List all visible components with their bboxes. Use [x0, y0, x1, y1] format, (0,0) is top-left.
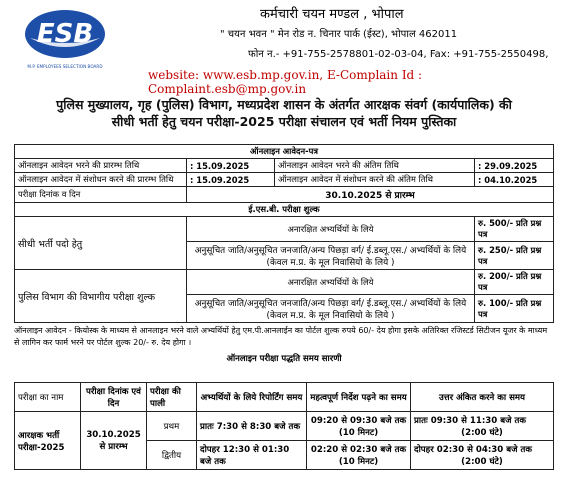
logo-text: ESB — [36, 19, 94, 49]
answer-second-note: (2:00 घंटे) — [461, 457, 503, 467]
table-header-row — [15, 383, 554, 412]
direct-unreserved-label: अनारक्षित अभ्यर्थियों के लिये — [187, 217, 475, 242]
shift-first: प्रथम — [147, 412, 197, 441]
fee-heading: ई.एस.बी. परीक्षा शुल्क — [15, 203, 554, 217]
departmental-fee-label: पुलिस विभाग की विभागीय परीक्षा शुल्क — [15, 270, 187, 323]
direct-reserved-label: अनुसूचित जाति/अनुसूचित जनजाति/अन्य पिछड़ा वर्ग/ ई.डब्लू.एस./ अभ्यर्थियों के लिये (केवल म.प्र. के मूल निवासियो के लिये ) — [187, 242, 475, 270]
end-label: ऑनलाइन आवेदन भरने की अंतिम तिथि — [275, 159, 475, 173]
instruction-first-note: (10 मिनट) — [338, 428, 379, 438]
dept-unreserved-label: अनारक्षित अभ्यर्थियों के लिये — [187, 270, 475, 295]
edit-end-label: ऑनलाइन आवेदन में संशोधन करने की अंतिम तिथि — [275, 173, 475, 187]
schedule-heading: ऑनलाइन परीक्षा पद्धति समय सारणी — [226, 354, 342, 364]
table-row — [15, 270, 554, 295]
document-title — [14, 96, 554, 130]
dept-unreserved-fee: रु. 200/- प्रति प्रश्न पत्र — [475, 270, 554, 295]
table-row — [15, 217, 554, 242]
table-row — [15, 412, 554, 441]
org-website[interactable]: website: www.esb.mp.gov.in, E-Complain Id : Complaint.esb@mp.gov.in — [148, 68, 423, 96]
table-row — [15, 173, 554, 187]
table-row — [15, 187, 554, 203]
instruction-first — [307, 412, 411, 441]
exam-date: 30.10.2025 से प्रारम्भ — [187, 187, 554, 203]
start-label: ऑनलाइन आवेदन भरने की प्रारम्भ तिथि — [15, 159, 187, 173]
instruction-second-note: (10 मिनट) — [338, 457, 379, 467]
schedule-exam-date: 30.10.2025 से प्रारम्भ — [81, 412, 147, 470]
end-date: : 29.09.2025 — [475, 159, 554, 173]
exam-label: परीक्षा दिनांक व दिन — [15, 187, 187, 203]
col-reporting: अभ्यर्थियों के लिये रिपोर्टिंग समय — [197, 383, 307, 412]
schedule-table — [14, 382, 554, 470]
direct-recruitment-label: सीधी भर्ती पदो हेतु — [15, 217, 187, 270]
portal-fee-note: ऑनलाइन आवेदन - कियोस्क के माध्यम से आनलाइन भरने वाले अभ्यर्थियों हेतु एम.पी.आनलाईन का पोर्टल शुल्क रुपये 60/- देय होगा इसके अतिरिक्त रजिस्टर्ड सिटीजन यूजर के माध्यम से लागिन कर फार्म भरने पर पोर्टल शुल्क 20/- रु. देय होगा । — [14, 326, 548, 347]
answer-second-time: दोपहर 02:30 से 04:30 बजे तक — [414, 445, 533, 455]
table-row — [15, 159, 554, 173]
dept-reserved-label: अनुसूचित जाति/अनुसूचित जनजाति/अन्य पिछड़ा वर्ग/ ई.डब्लू.एस./ अभ्यर्थियों के लिये (केवल म.प्र. के मूल निवासियो के लिये ) — [187, 295, 475, 323]
title-line-1: पुलिस मुख्यालय, गृह (पुलिस) विभाग, मध्यप्रदेश शासन के अंतर्गत आरक्षक संवर्ग (कार्यपालिक) की — [56, 97, 512, 112]
col-answer: उत्तर अंकित करने का समय — [411, 383, 554, 412]
org-address: " चयन भवन " मेन रोड न. चिनार पार्क (ईस्ट), भोपाल 462011 — [220, 29, 458, 40]
edit-end-date: : 04.10.2025 — [475, 173, 554, 187]
instruction-first-time: 09:20 से 09:30 बजे तक — [310, 416, 407, 426]
reporting-first: प्रातः 7:30 से 8:30 बजे तक — [197, 412, 307, 441]
dept-reserved-fee: रु. 100/- प्रति प्रश्न पत्र — [475, 295, 554, 323]
direct-reserved-fee: रु. 250/- प्रति प्रश्न पत्र — [475, 242, 554, 270]
answer-second — [411, 441, 554, 470]
application-fee-table — [14, 144, 554, 323]
start-date: : 15.09.2025 — [187, 159, 275, 173]
exam-name: आरक्षक भर्ती परीक्षा-2025 — [15, 412, 81, 470]
reporting-second: दोपहर 12:30 से 01:30 बजे तक — [197, 441, 307, 470]
col-exam-date: परीक्षा दिनांक एवं दिन — [81, 383, 147, 412]
org-phone: फोन न.- +91-755-2578801-02-03-04, Fax: +91-755-2550498, — [248, 49, 549, 60]
answer-first-time: प्रातः 09:30 से 11:30 बजे तक — [414, 416, 527, 426]
answer-first-note: (2:00 घंटे) — [461, 428, 503, 438]
instruction-second — [307, 441, 411, 470]
title-line-2: सीधी भर्ती हेतु चयन परीक्षा-2025 परीक्षा संचालन एवं भर्ती नियम पुस्तिका — [111, 114, 457, 129]
application-heading: ऑनलाइन आवेदन-पत्र — [15, 145, 554, 159]
col-exam-name: परीक्षा का नाम — [15, 383, 81, 412]
col-instruction: महत्वपूर्ण निर्देश पढ़ने का समय — [307, 383, 411, 412]
shift-second: द्वितीय — [147, 441, 197, 470]
instruction-second-time: 02:20 से 02:30 बजे तक — [310, 445, 407, 455]
edit-start-label: ऑनलाइन आवेदन में संशोधन करने की प्रारम्भ तिथि — [15, 173, 187, 187]
answer-first — [411, 412, 554, 441]
org-name: कर्मचारी चयन मण्डल , भोपाल — [260, 7, 404, 22]
edit-start-date: : 15.09.2025 — [187, 173, 275, 187]
col-shift: परीक्षा की पाली — [147, 383, 197, 412]
logo-caption: M.P. EMPLOYEES SELECTION BOARD — [27, 64, 103, 69]
esb-logo — [22, 8, 108, 76]
direct-unreserved-fee: रु. 500/- प्रति प्रश्न पत्र — [475, 217, 554, 242]
